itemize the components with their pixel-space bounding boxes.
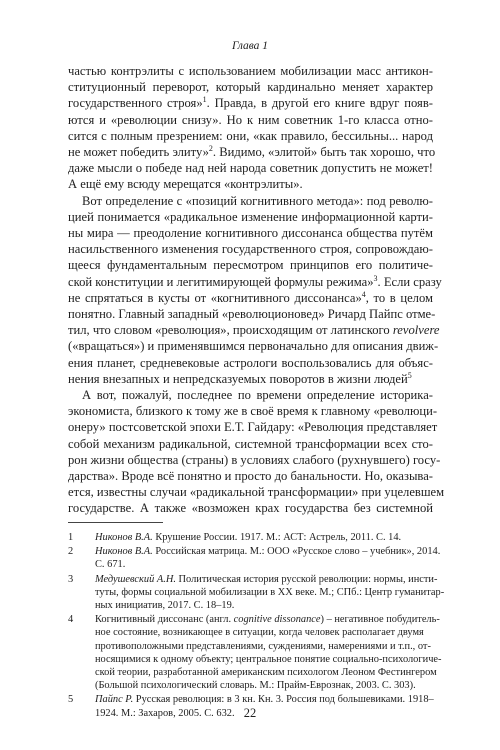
footnote-ref[interactable]: 1 — [202, 95, 207, 105]
footnote-1: 1 Никонов В.А. Крушение России. 1917. М.: АСТ: Астрель, 2011. С. 14. — [68, 532, 402, 543]
text-line: тил, что словом «революция», происходящим от латинского revolvere — [68, 323, 440, 338]
footnote-number: 5 — [68, 694, 74, 706]
text-line: нения внезапных и непредсказуемых поворотов в жизни людей$^5$ — [68, 370, 412, 386]
footnote-number: 2 — [68, 546, 74, 558]
footnote-author: Никонов В.А. — [95, 532, 153, 543]
text-line: собой механизм радикальной, системной трансформации всех сто- — [68, 436, 433, 451]
text-line: А вот, пожалуй, последнее по времени определение историка- — [82, 388, 433, 403]
text-line: ны мира — преодоление когнитивного диссонанса общества путём — [68, 226, 433, 241]
footnote-ref[interactable]: 3 — [373, 273, 378, 283]
footnote-number: 3 — [68, 573, 74, 585]
text-line: ются и «революции снизу». Но к ним советник 1-го класса отно- — [68, 112, 433, 127]
text-line: государстве. А также «возможен крах государства без системной — [68, 501, 433, 516]
text-line: насильственного изменения государственного строя, сопровождаю- — [68, 242, 433, 257]
footnote-number: 4 — [68, 614, 74, 626]
text-line: государственного строя»$^1$. Правда, в другой его книге вдруг появ- — [68, 95, 433, 111]
text-line: («вращаться») и применявшимся первоначально для описания движ- — [68, 339, 439, 354]
footnote-author: Пайпс Р. — [95, 694, 134, 706]
text-line: Вот определение с «позиций когнитивного метода»: под револю- — [82, 193, 433, 208]
text-line: рон жизни общества (страны) в условиях слабого (рухнувшего) госу- — [68, 452, 441, 467]
text-line: понятно. Главный западный «революционовед» Ричард Пайпс отме- — [68, 307, 436, 322]
text-line: А ещё ему всюду мерещатся «контрэлиты». — [68, 177, 303, 192]
footnote-ref[interactable]: 4 — [361, 289, 366, 299]
text-line: экономиста, близкого к тому же в своё время к главному «революци- — [68, 404, 438, 419]
text-line: онеру» постсоветской эпохи Е.Т. Гайдару: «Революция представляет — [68, 420, 438, 435]
body-text — [68, 63, 445, 517]
footnote-ref[interactable]: 5 — [407, 370, 412, 380]
footnote-2: 2 Никонов В.А. Российская матрица. М.: ООО «Русское слово – учебник», 2014. С. 671. — [68, 546, 441, 571]
footnotes — [68, 531, 445, 721]
text-line: частью контрэлиты с использованием мобилизации масс антикон- — [68, 64, 433, 78]
text-line: ституционный переворот, который кардинально меняет характер — [68, 80, 433, 95]
footnote-5: 5 Пайпс Р. Русская революция: в 3 кн. Кн. 3. Россия под большевиками. 1918– 1924. М.: Захаров, 2005. С. 632. — [68, 694, 434, 719]
footnote-divider — [68, 522, 163, 523]
footnote-ref[interactable]: 2 — [208, 143, 213, 153]
footnote-3: 3 Медушевский А.Н. Политическая история русской революции: нормы, инсти- туты, формы социальной мобилизации в XX веке. М.; СПб.: Центр гуманитар- ных инициатив, 2017. С. 18–19. — [68, 573, 445, 612]
text-line: щееся фундаментальным пересмотром принципов его политиче- — [68, 258, 433, 273]
page-number: 22 — [243, 706, 257, 720]
footnote-4: 4 Когнитивный диссонанс (англ. cognitive dissonance) – негативное побудитель- ное состояние, возникающее в ситуации, когда человек располагает двумя противоположными представлениями, суждениями, намерениями и т.п., от- носящимися к одному объекту; центральное понятие социально-психологиче- ской теории, разработанной американским психологом Леоном Фестингером (Большой психологический словарь. М.: Прайм-Еврознак, 2003. С. 303). — [68, 614, 442, 692]
running-header: Глава 1 — [231, 40, 269, 52]
footnote-author: Никонов В.А. — [95, 546, 153, 558]
text-line: сится с полным презрением: они, «как правило, бессильны... народ — [68, 128, 433, 143]
text-line: дарства». Вроде всё понятно и просто до банальности. Но, оказыва- — [68, 469, 433, 484]
text-line: ется, известны случаи «радикальной трансформации» при уцелевшем — [68, 485, 445, 500]
text-line: цией понимается «радикальное изменение информационной карти- — [68, 209, 433, 224]
text-line: ской конституции и легитимирующей формулы режима»$^3$. Если сразу — [68, 273, 442, 289]
text-line: не спрятаться в кусты от «когнитивного диссонанса»$^4$, то в целом — [68, 289, 433, 305]
text-line: ения планет, средневековые астрологи воспользовались для объяс- — [68, 355, 433, 370]
footnote-author: Медушевский А.Н. — [95, 573, 176, 585]
text-line: не может победить элиту»$^2$. Видимо, «элитой» быть так хорошо, что — [68, 143, 436, 160]
text-line: даже мысли о победе над ней народа советник допустить не может! — [68, 161, 433, 176]
footnote-number: 1 — [68, 532, 74, 543]
